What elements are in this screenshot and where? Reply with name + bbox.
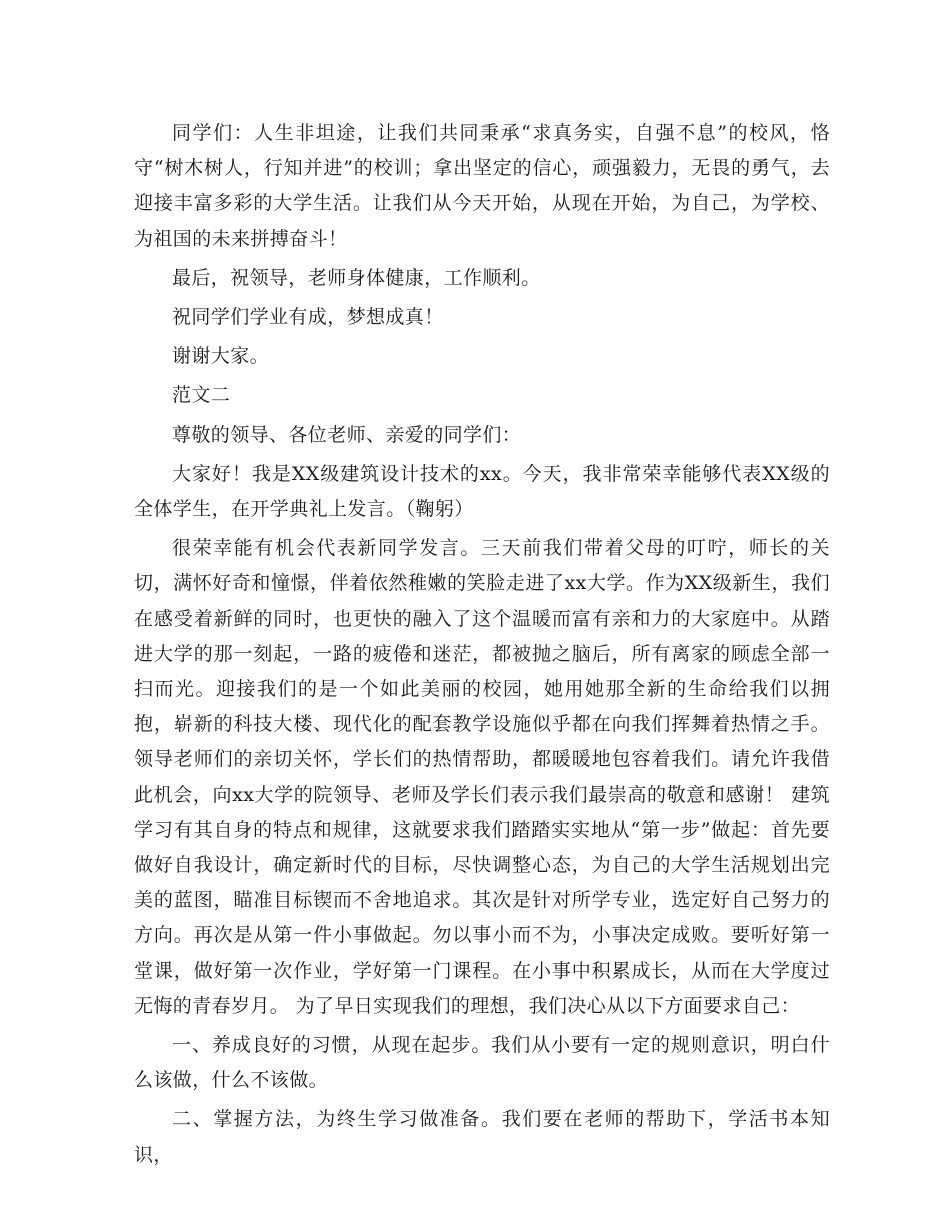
paragraph-salutation: 尊敬的领导、各位老师、亲爱的同学们： [172,423,522,446]
paragraph-point-one: 一、养成良好的习惯，从现在起步。我们从小要有一定的规则意识，明白什么该做，什么不该做。 [134,1034,830,1092]
paragraph-point-two: 二、掌握方法，为终生学习做准备。我们要在老师的帮助下，学活书本知识， [134,1108,830,1166]
section-heading-sample-two: 范文二 [172,384,231,407]
paragraph-introduction: 大家好！我是XX级建筑设计技术的xx。今天，我非常荣幸能够代表XX级的全体学生，在开学典礼上发言。（鞠躬） [134,462,830,521]
paragraph-wishes-students: 祝同学们学业有成，梦想成真！ [172,306,444,329]
paragraph-thanks: 谢谢大家。 [172,345,270,368]
document-body [134,116,830,1173]
paragraph-wishes-leaders: 最后，祝领导，老师身体健康，工作顺利。 [172,266,541,289]
paragraph-motto: 同学们：人生非坦途，让我们共同秉承“求真务实，自强不息”的校风，恪守“树木树人，行知并进”的校训；拿出坚定的信心，顽强毅力，无畏的勇气，去迎接丰富多彩的大学生活。让我们从今天开始，从现在开始，为自己，为学校、为祖国的未来拼搏奋斗！ [134,122,830,250]
paragraph-main-speech: 很荣幸能有机会代表新同学发言。三天前我们带着父母的叮咛，师长的关切，满怀好奇和憧憬，伴着依然稚嫩的笑脸走进了xx大学。作为XX级新生，我们在感受着新鲜的同时，也更快的融入了这个温暖而富有亲和力的大家庭中。从踏进大学的那一刻起，一路的疲倦和迷茫，都被抛之脑后，所有离家的顾虑全部一扫而光。迎接我们的是一个如此美丽的校园，她用她那全新的生命给我们以拥抱，崭新的科技大楼、现代化的配套教学设施似乎都在向我们挥舞着热情之手。领导老师们的亲切关怀，学长们的热情帮助，都暖暖地包容着我们。请允许我借此机会，向xx大学的院领导、老师及学长们表示我们最崇高的敬意和感谢！ 建筑学习有其自身的特点和规律，这就要求我们踏踏实实地从“第一步”做起：首先要做好自我设计，确定新时代的目标，尽快调整心态，为自己的大学生活规划出完美的蓝图，瞄准目标锲而不舍地追求。其次是针对所学专业，选定好自己努力的方向。再次是从第一件小事做起。勿以事小而不为，小事决定成败。要听好第一堂课，做好第一次作业，学好第一门课程。在小事中积累成长，从而在大学度过无悔的青春岁月。 为了早日实现我们的理想，我们决心从以下方面要求自己： [134,537,830,1017]
